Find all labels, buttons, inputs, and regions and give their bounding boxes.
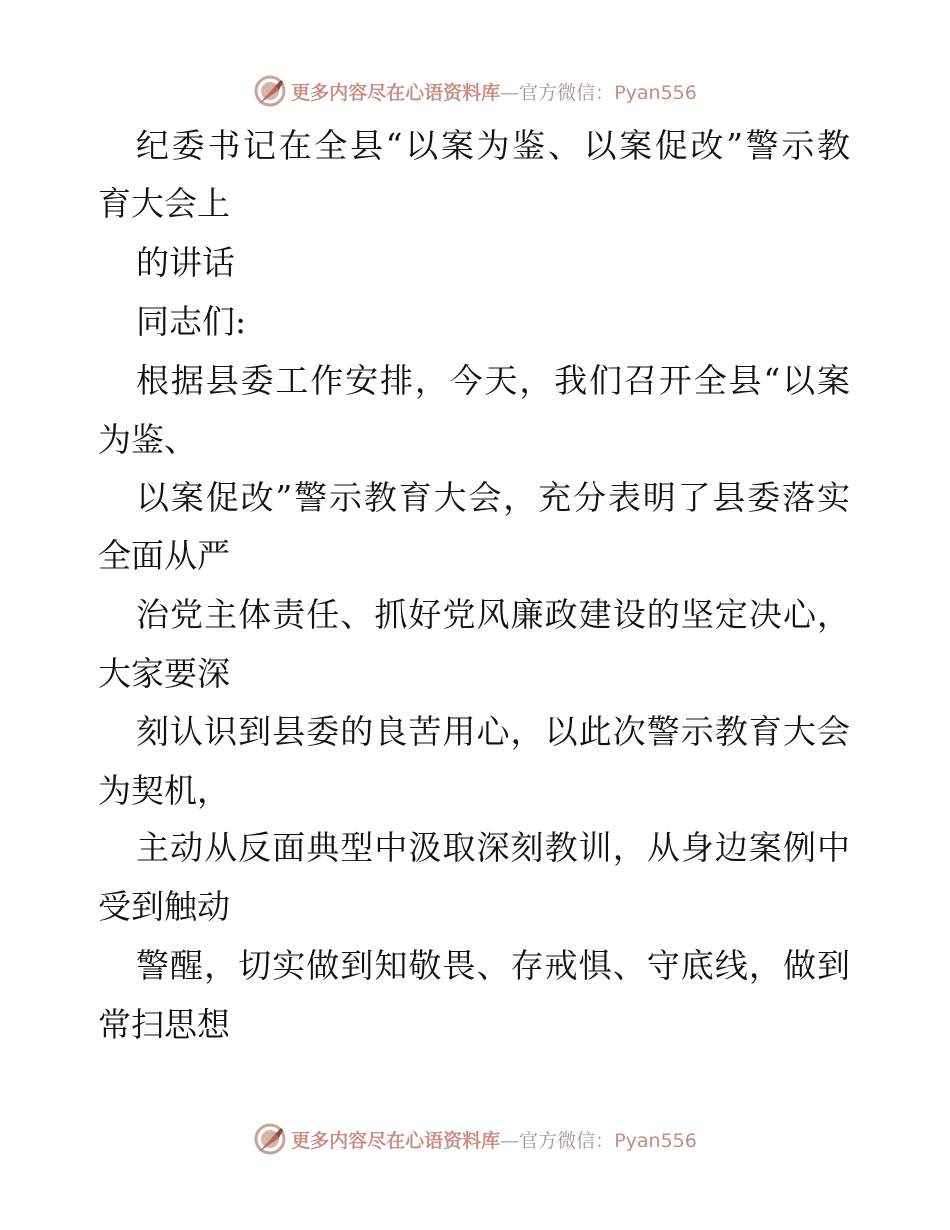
watermark-wechat-id: Pyan556 xyxy=(614,81,697,104)
watermark-header xyxy=(0,71,950,111)
watermark-wechat-id: Pyan556 xyxy=(614,1129,697,1152)
watermark-wechat-label: 官方微信： xyxy=(519,81,615,104)
watermark-separator: — xyxy=(500,1129,520,1152)
text-line: 受到触动 xyxy=(98,887,230,926)
pen-logo-icon xyxy=(253,1122,287,1156)
text-line: 为鉴、 xyxy=(98,420,197,459)
text-line: 大家要深 xyxy=(98,654,230,693)
text-line: 根据县委工作安排，今天，我们召开全县“以案 xyxy=(136,361,850,400)
watermark-main-text: 更多内容尽在心语资料库 xyxy=(291,81,501,104)
pen-logo-icon xyxy=(253,74,287,108)
text-line: 治党主体责任、抓好党风廉政建设的坚定决心， xyxy=(136,595,850,634)
watermark-main-text: 更多内容尽在心语资料库 xyxy=(291,1129,501,1152)
text-line: 纪委书记在全县“以案为鉴、以案促改”警示教 xyxy=(136,126,850,165)
text-line: 育大会上 xyxy=(98,184,230,223)
watermark-separator: — xyxy=(500,81,520,104)
text-line: 全面从严 xyxy=(98,536,230,575)
text-line: 刻认识到县委的良苦用心，以此次警示教育大会 xyxy=(136,712,850,751)
text-line: 警醒，切实做到知敬畏、存戒惧、守底线，做到 xyxy=(136,946,850,985)
watermark-footer xyxy=(0,1119,950,1159)
text-line: 的讲话 xyxy=(136,243,235,282)
text-line: 常扫思想 xyxy=(98,1005,230,1044)
text-line: 主动从反面典型中汲取深刻教训，从身边案例中 xyxy=(136,828,850,867)
watermark-wechat-label: 官方微信： xyxy=(519,1129,615,1152)
text-line: 同志们: xyxy=(136,302,247,341)
text-line: 为契机， xyxy=(98,771,230,810)
text-line: 以案促改”警示教育大会，充分表明了县委落实 xyxy=(136,478,850,517)
